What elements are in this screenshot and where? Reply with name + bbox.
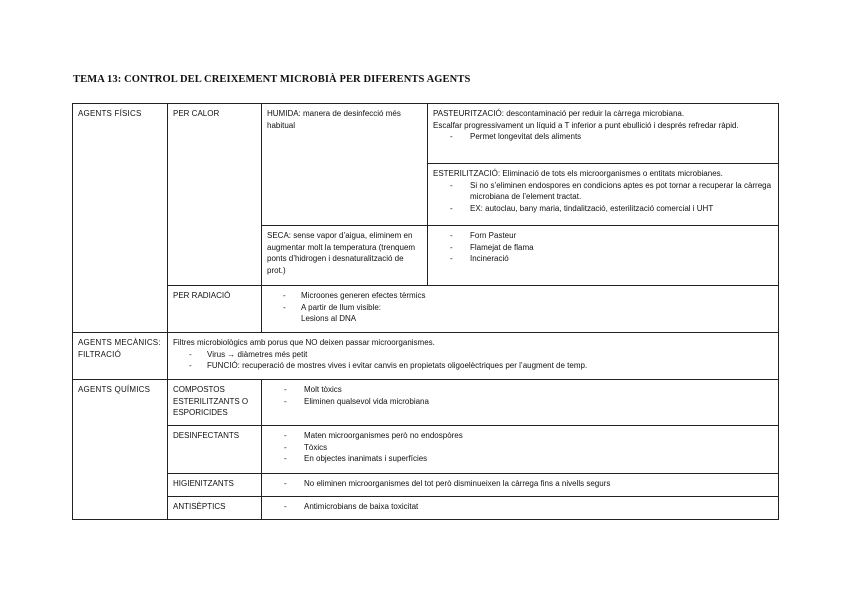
agents-fisics-label: AGENTS FÍSICS	[78, 109, 142, 118]
list-item: Lesions al DNA	[301, 314, 357, 323]
quimic-items-cell	[262, 497, 779, 520]
agents-mecanics-cell	[73, 333, 168, 380]
list-item: - A partir de llum visible:	[267, 302, 773, 314]
mecanics-content-cell	[168, 333, 779, 380]
quimic-label: COMPOSTOS ESTERILITZANTS O ESPORICIDES	[173, 385, 249, 417]
list-item: - Forn Pasteur	[433, 230, 773, 242]
list-item: - Incineració	[433, 253, 773, 265]
list-item: - Eliminen qualsevol vida microbiana	[267, 396, 773, 408]
humida-cell	[262, 104, 428, 226]
pasteuritzacio-cell	[428, 104, 779, 164]
quimic-label: ANTISÈPTICS	[173, 502, 226, 511]
humida-text: HUMIDA: manera de desinfecció més habitual	[267, 109, 401, 130]
quimic-items-cell	[262, 380, 779, 426]
quimic-label-cell	[168, 474, 262, 497]
list-item: - Flamejat de flama	[433, 242, 773, 254]
radiacio-items-cell	[262, 286, 779, 333]
table-row	[73, 474, 779, 497]
quimic-label: DESINFECTANTS	[173, 431, 240, 440]
list-item: - Virus → diàmetres més petit	[173, 349, 773, 361]
list-item: - Permet longevitat dels aliments	[433, 131, 773, 143]
seca-text: SECA: sense vapor d’aigua, eliminem en augmentar molt la temperatura (trenquem ponts d’hidrogen i desnaturalització de prot.)	[267, 231, 416, 275]
quimic-label-cell	[168, 380, 262, 426]
list-item: - Microones generen efectes tèrmics	[267, 290, 773, 302]
quimic-items-cell	[262, 474, 779, 497]
list-item: - No eliminen microorganismes del tot però disminueixen la càrrega fins a nivells segurs	[267, 478, 773, 490]
quimic-label: HIGIENITZANTS	[173, 479, 234, 488]
pasteuritzacio-line2: Escalfar progressivament un líquid a T inferior a punt ebullició i després refredar ràpid.	[433, 120, 739, 130]
list-item: - En objectes inanimats i superfícies	[267, 453, 773, 465]
list-item: - Tòxics	[267, 442, 773, 454]
mecanics-line1: Filtres microbiològics amb porus que NO deixen passar microorganismes.	[173, 338, 435, 347]
quimic-items-cell	[262, 426, 779, 474]
list-item: - EX: autoclau, bany maria, tindalització, esterilització comercial i UHT	[433, 203, 773, 215]
list-item: - Antimicrobians de baixa toxicitat	[267, 501, 773, 513]
agents-mecanics-label: AGENTS MECÀNICS: FILTRACIÓ	[78, 338, 161, 359]
agents-table	[72, 103, 779, 520]
seca-items-cell	[428, 226, 779, 286]
table-row	[73, 426, 779, 474]
agents-fisics-cell	[73, 104, 168, 333]
list-item: - Si no s’eliminen endospores en condicions aptes es pot tornar a recuperar la càrrega microbiana de l’element tractat.	[433, 180, 773, 203]
table-row	[73, 497, 779, 520]
esterilitzacio-line1: ESTERILITZACIÓ: Eliminació de tots els microorganismes o entitats microbianes.	[433, 169, 723, 178]
agents-quimics-cell	[73, 380, 168, 520]
pasteuritzacio-line1: PASTEURITZACIÓ: descontaminació per reduir la càrrega microbiana.	[433, 109, 685, 118]
page-title: TEMA 13: CONTROL DEL CREIXEMENT MICROBIÀ PER DIFERENTS AGENTS	[73, 74, 471, 85]
esterilitzacio-cell	[428, 164, 779, 226]
seca-cell	[262, 226, 428, 286]
list-item: - Molt tòxics	[267, 384, 773, 396]
table-row	[73, 333, 779, 380]
list-item: - FUNCIÓ: recuperació de mostres vives i evitar canvis en propietats oligoelèctriques per l’augment de temp.	[173, 360, 773, 372]
table-row	[73, 380, 779, 426]
table-row	[73, 286, 779, 333]
per-calor-cell	[168, 104, 262, 286]
quimic-label-cell	[168, 426, 262, 474]
per-calor-label: PER CALOR	[173, 109, 220, 118]
list-item: - Maten microorganismes però no endospòres	[267, 430, 773, 442]
table-row	[73, 104, 779, 164]
per-radiacio-label: PER RADIACIÓ	[173, 291, 231, 300]
quimic-label-cell	[168, 497, 262, 520]
agents-quimics-label: AGENTS QUÍMICS	[78, 385, 151, 394]
per-radiacio-cell	[168, 286, 262, 333]
